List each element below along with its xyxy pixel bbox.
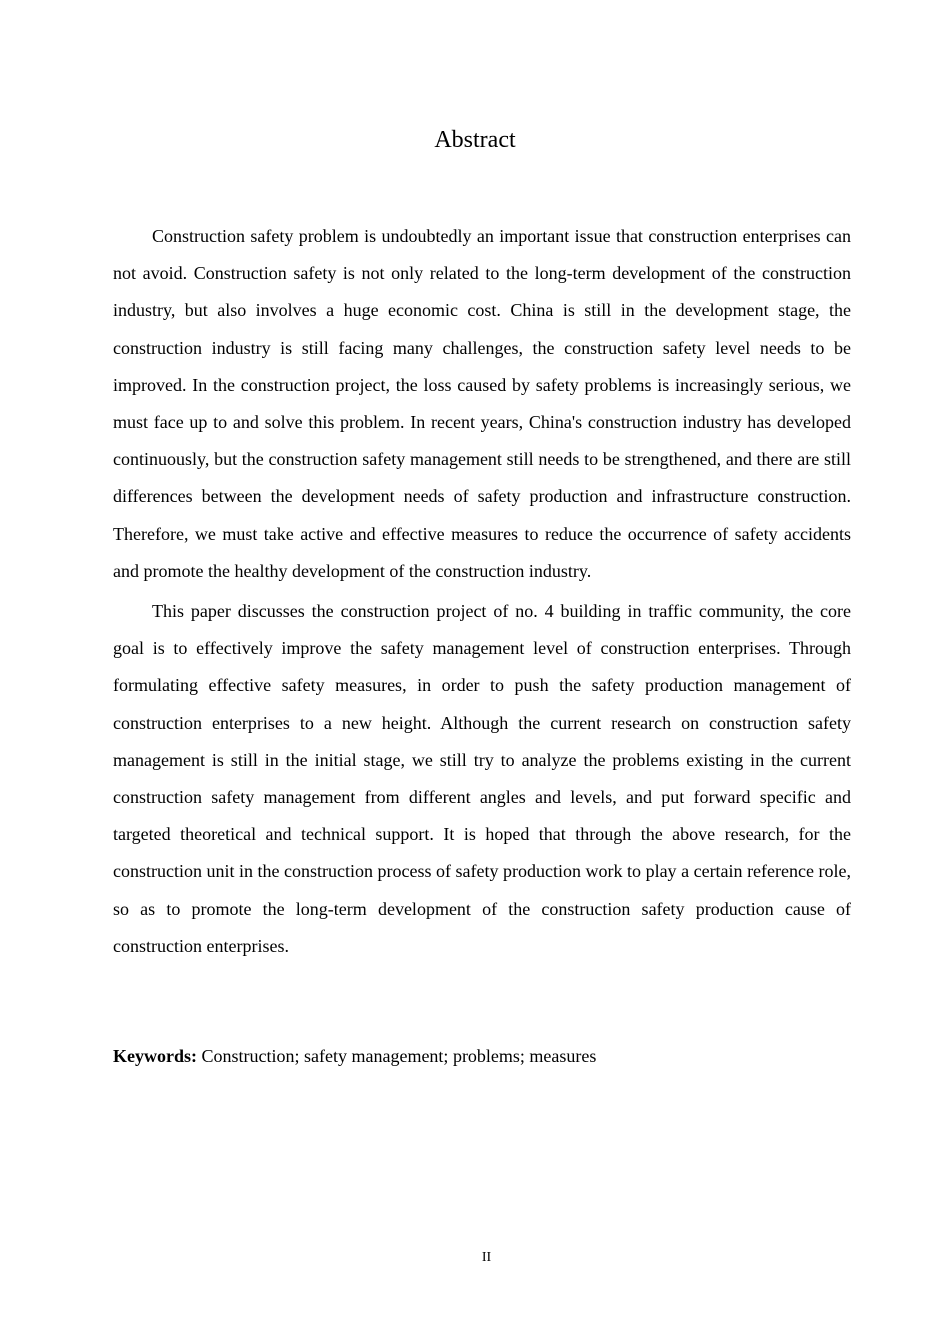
keywords-line: [113, 1041, 851, 1071]
abstract-paragraph-2: This paper discusses the construction project of no. 4 building in traffic community, the core goal is to effectively improve the safety management level of construction enterprises. Through formulating effective safety measures, in order to push the safety production management of construction enterprises to a new height. Although the current research on construction safety management is still in the initial stage, we still try to analyze the problems existing in the current construction safety management from different angles and levels, and put forward specific and targeted theoretical and technical support. It is hoped that through the above research, for the construction unit in the construction process of safety production work to play a certain reference role, so as to promote the long-term development of the construction safety production cause of construction enterprises.: [113, 601, 851, 956]
page-number: II: [481, 1250, 492, 1265]
abstract-paragraph-1: Construction safety problem is undoubtedly an important issue that construction enterprises can not avoid. Construction safety is not only related to the long-term development of the construction industry, but also involves a huge economic cost. China is still in the development stage, the construction industry is still facing many challenges, the construction safety level needs to be improved. In the construction project, the loss caused by safety problems is increasingly serious, we must face up to and solve this problem. In recent years, China's construction industry has developed continuously, but the construction safety management still needs to be strengthened, and there are still differences between the development needs of safety production and infrastructure construction. Therefore, we must take active and effective measures to reduce the occurrence of safety accidents and promote the healthy development of the construction industry.: [113, 226, 851, 581]
abstract-body: [113, 218, 851, 965]
keywords-list: Construction; safety management; problems; measures: [201, 1046, 597, 1066]
keywords-label: Keywords:: [113, 1046, 197, 1066]
page-title: Abstract: [434, 127, 516, 153]
